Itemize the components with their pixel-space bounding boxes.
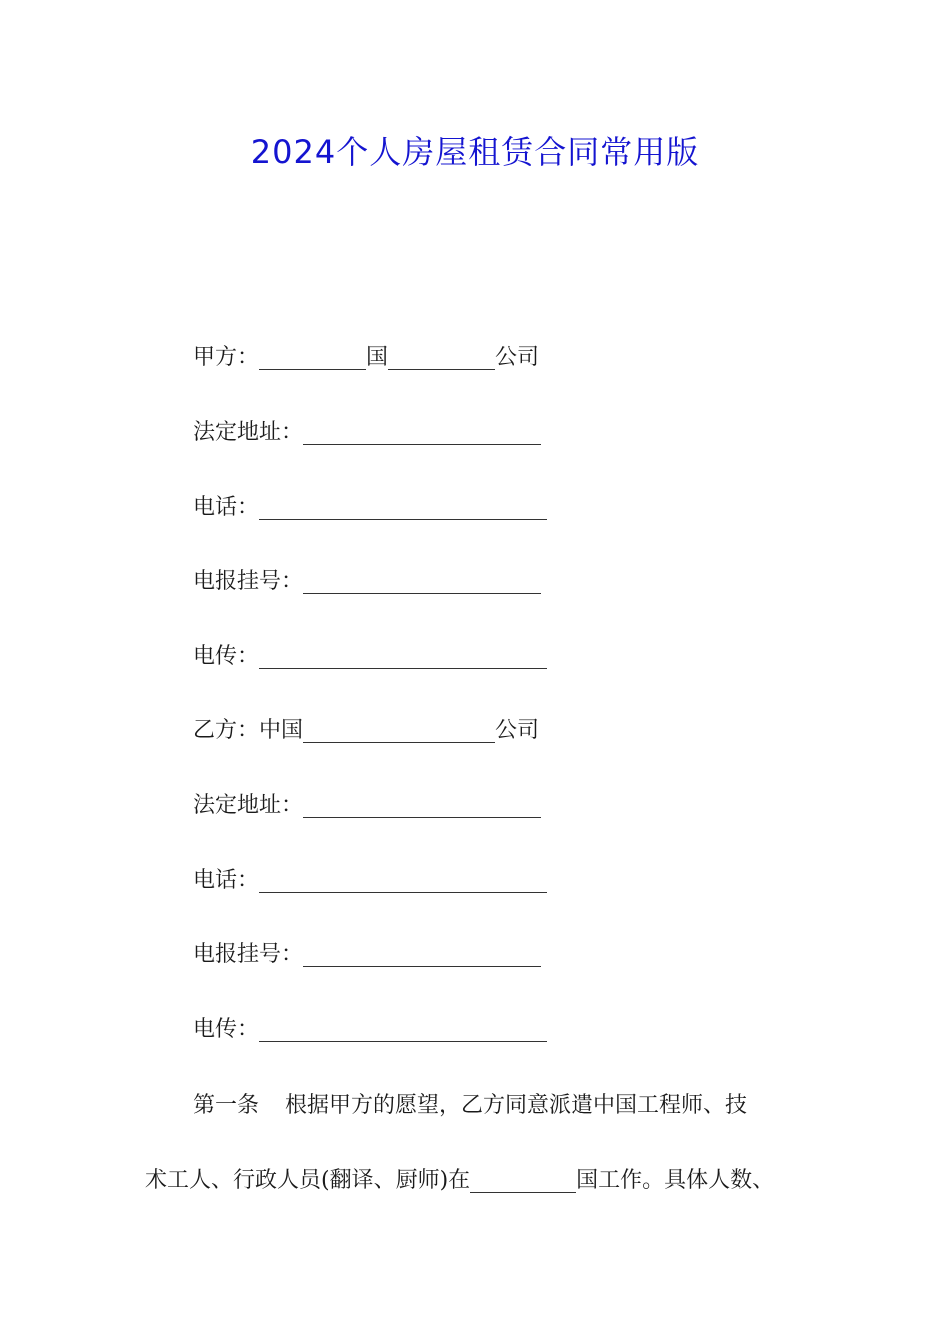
article1-line1-text: 根据甲方的愿望，乙方同意派遣中国工程师、技: [285, 1093, 748, 1118]
document-title: 2024个人房屋租赁合同常用版: [250, 133, 700, 171]
party-b-telegraph-line: [193, 940, 541, 970]
party-a-telegraph-line: [193, 567, 541, 597]
party-b-label: 乙方：中国: [193, 718, 304, 743]
party-b-address-label: 法定地址：: [193, 793, 304, 818]
party-b-company-blank[interactable]: [303, 722, 495, 743]
party-b-line: [193, 716, 539, 746]
party-a-country-suffix: 国: [366, 345, 389, 370]
party-a-address-blank[interactable]: [303, 424, 541, 445]
party-a-address-label: 法定地址：: [193, 420, 304, 445]
party-a-company-blank[interactable]: [388, 349, 495, 370]
party-b-company-suffix: 公司: [495, 718, 540, 743]
article1-heading: 第一条: [193, 1093, 260, 1118]
party-b-phone-label: 电话：: [193, 868, 260, 893]
party-b-fax-label: 电传：: [193, 1017, 260, 1042]
party-a-fax-blank[interactable]: [259, 648, 547, 669]
party-b-phone-blank[interactable]: [259, 872, 547, 893]
article1-line2-after: 国工作。具体人数、: [576, 1168, 775, 1193]
article1-country-blank[interactable]: [470, 1172, 576, 1193]
party-a-phone-line: [193, 493, 547, 523]
article1-line2-before: 术工人、行政人员(翻译、厨师)在: [145, 1168, 471, 1193]
party-b-address-line: [193, 791, 541, 821]
party-b-fax-line: [193, 1015, 547, 1045]
article1-first-line: [193, 1091, 747, 1121]
party-a-country-blank[interactable]: [259, 349, 366, 370]
party-a-phone-blank[interactable]: [259, 499, 547, 520]
party-a-fax-label: 电传：: [193, 644, 260, 669]
party-a-telegraph-label: 电报挂号：: [193, 569, 304, 594]
party-b-fax-blank[interactable]: [259, 1021, 547, 1042]
party-a-line: [193, 343, 539, 373]
party-a-address-line: [193, 418, 541, 448]
party-b-phone-line: [193, 866, 547, 896]
party-a-telegraph-blank[interactable]: [303, 573, 541, 594]
party-a-phone-label: 电话：: [193, 495, 260, 520]
party-b-address-blank[interactable]: [303, 797, 541, 818]
party-b-telegraph-label: 电报挂号：: [193, 942, 304, 967]
party-a-company-suffix: 公司: [495, 345, 540, 370]
party-a-label: 甲方：: [193, 345, 260, 370]
article1-second-line: [145, 1166, 774, 1196]
party-a-fax-line: [193, 642, 547, 672]
party-b-telegraph-blank[interactable]: [303, 946, 541, 967]
